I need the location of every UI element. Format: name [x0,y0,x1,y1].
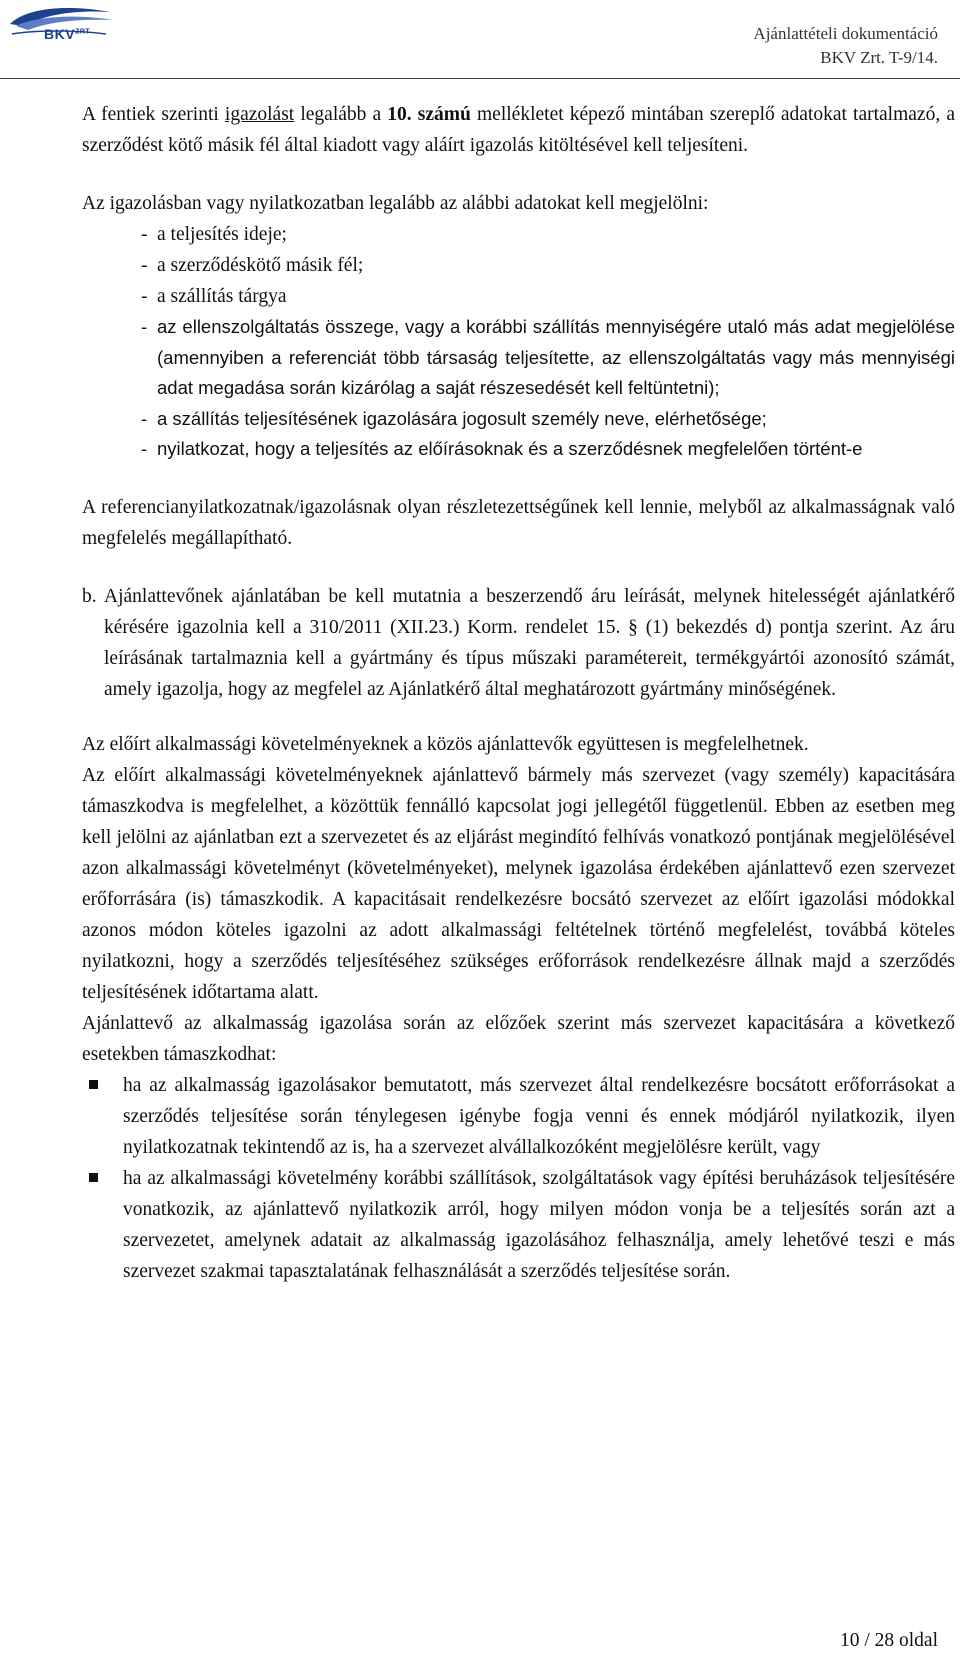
section-letter: b. [82,585,97,607]
section-b-text: Ajánlattevőnek ajánlatában be kell mutatnia a beszerzendő áru leírását, melynek hitelességét ajánlatkérő kérésére igazolnia kell a 310/2011 (XII.23.) Korm. rendelet 15. § (1) bekezdés d) pontja szerint. Az áru leírásának tartalmaznia kell a gyártmány és típus műszaki paramétereit, termékgyártói azonosító számát, amely igazolja, hogy az megfelel az Ajánlatkérő által meghatározott gyártmány minőségének. [104,585,955,700]
paragraph-capacity-reliance: Az előírt alkalmassági követelményeknek ajánlattevő bármely más szervezet (vagy személy) kapacitására támaszkodva is megfelelhet, a közöttük fennálló kapcsolat jogi jellegétől függetlenül. Ebben az esetben meg kell jelölni az ajánlatban ezt a szervezetet és az eljárást megindító felhívás vonatkozó pontjának megjelölésével azon alkalmassági követelményt (követelményeket), melynek igazolása érdekében ajánlattevő ezen szervezet erőforrására (is) támaszkodik. A kapacitásait rendelkezésre bocsátó szervezet az előírt igazolási módokkal azonos módon köteles igazolni az adott alkalmassági feltételnek történő megfelelést, továbbá köteles nyilatkozni, hogy a szerződés teljesítéséhez szükséges erőforrások rendelkezésre állnak majd a szerződés teljesítésének időtartama alatt. [82,764,955,1003]
paragraph-joint-bidders: Az előírt alkalmassági követelményeknek a közös ajánlattevők együttesen is megfelelhetnek. [82,733,809,755]
header-divider [0,78,960,79]
paragraph-reliance-cases: Ajánlattevő az alkalmasság igazolása során az előzőek szerint más szervezet kapacitására a következő esetekben támaszkodhat: [82,1012,955,1065]
list-item: - a teljesítés ideje; [141,224,287,245]
section-b [82,581,955,705]
paragraph-verification: A fentiek szerinti igazolást legalább a 10. számú mellékletet képező mintában szereplő adatokat tartalmazó, a szerződést kötő másik fél által kiadott vagy aláírt igazolás kitöltésével kell teljesíteni. [82,104,955,156]
logo-text: $BKV^{ZRT}$ [44,26,91,42]
page-number: 10 / 28 oldal [839,1630,938,1651]
list-item: - az ellenszolgáltatás összege, vagy a korábbi szállítás mennyiségére utaló más adat megjelölése (amennyiben a referenciát több társaság teljesítette, az ellenszolgáltatás vagy más mennyiségi adat megadása során kizárólag a saját részesedését kell feltüntetni); [141,316,955,398]
list-item: - nyilatkozat, hogy a teljesítés az előírásoknak és a szerződésnek megfelelően történt-e [141,438,863,459]
list-item: ha az alkalmassági követelmény korábbi szállítások, szolgáltatások vagy építési beruházások teljesítésére vonatkozik, az ajánlattevő nyilatkozik arról, hogy milyen módon vonja be a teljesítés során azt a szervezetet, amelynek adatait az alkalmasság igazolásához felhasználja, amely lehetővé teszi e más szervezet szakmai tapasztalatának felhasználását a szerződés teljesítése során. [82,1163,955,1287]
list-item: - a szállítás teljesítésének igazolására jogosult személy neve, elérhetősége; [141,407,767,429]
header-info [753,22,938,70]
reliance-cases-list [82,1070,955,1287]
list-item: - a szerződéskötő másik fél; [141,255,364,276]
document-id: BKV Zrt. T-9/14. [820,48,938,67]
page-header [0,0,960,80]
required-data-list [82,219,955,465]
paragraph-reference-detail: A referencianyilatkozatnak/igazolásnak olyan részletezettségűnek kell lennie, melyből az alkalmasságnak való megfelelés megállapítható. [82,496,955,549]
list-item: - a szállítás tárgya [141,286,287,307]
list-item: ha az alkalmasság igazolásakor bemutatott, más szervezet által rendelkezésre bocsátott erőforrásokat a szerződés teljesítése során ténylegesen igénybe fogja venni és ennek módjáról nyilatkozik, ilyen nyilatkozatnak tekintendő az is, ha a szervezet alvállalkozóként megjelölésre került, vagy [82,1070,955,1163]
bkv-logo [6,4,118,48]
document-body [82,99,955,1287]
square-bullet-icon [89,1080,98,1089]
square-bullet-icon [89,1173,98,1182]
document-title: Ajánlattételi dokumentáció [753,24,938,43]
paragraph-required-data-intro: Az igazolásban vagy nyilatkozatban legalább az alábbi adatokat kell megjelölni: [82,193,709,214]
